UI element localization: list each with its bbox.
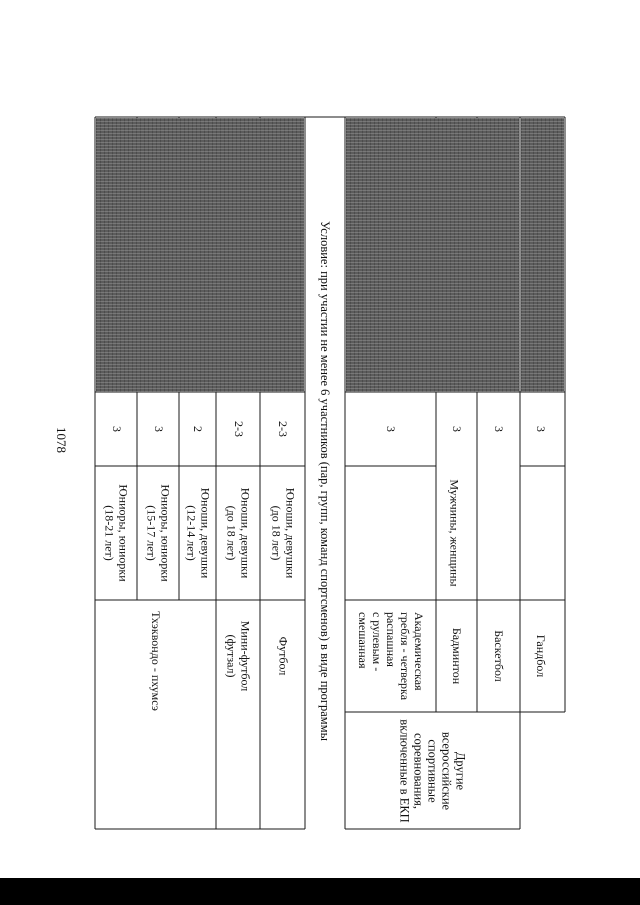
other-group: Мужчины, женщины: [448, 479, 462, 587]
rowing-sport: Академическая гребля - четверка распашная с рулевым - смешанная: [356, 611, 426, 701]
taekwondo-row-3-value: 2: [191, 426, 205, 432]
football-value: 2-3: [276, 421, 290, 437]
taekwondo-row-1-group: Юниоры, юниорки (18-21 лет): [102, 484, 131, 582]
basketball-sport: Баскетбол: [492, 630, 506, 682]
taekwondo-row-3-group: Юноши, девушки (12-14 лет): [184, 487, 213, 579]
taekwondo-row-2-value: 3: [151, 426, 166, 432]
taekwondo-row-2-group: Юниоры, юниорки (15-17 лет): [144, 484, 173, 582]
other-category: Другие всероссийские спортивные соревнования, включенные в ЕКП: [397, 718, 468, 823]
minifootball-group: Юноши, девушки (до 18 лет): [224, 487, 253, 579]
minifootball-sport: Мини-футбол (футзал): [224, 620, 253, 692]
handball-value: 3: [534, 426, 548, 432]
football-group: Юноши, девушки (до 18 лет): [269, 487, 298, 579]
page-number: 1078: [54, 427, 69, 453]
condition-text: Условие: при участии не менее 6 участников (пар, групп, команд спортсменов) в виде программы: [318, 220, 333, 742]
rowing-value: 3: [384, 426, 398, 432]
minifootball-value: 2-3: [231, 421, 246, 437]
handball-sport: Гандбол: [534, 634, 548, 678]
basketball-value: 3: [492, 426, 506, 432]
scan-border: [0, 878, 640, 905]
football-sport: Футбол: [275, 636, 290, 676]
taekwondo-row-1-value: 3: [109, 426, 124, 432]
shaded-cells-lower: [346, 118, 519, 392]
badminton-value: 3: [450, 426, 464, 432]
shaded-cells-upper: [96, 118, 304, 392]
taekwondo-sport: Тхэквондо - пхумсэ: [149, 611, 163, 711]
badminton-sport: Бадминтон: [450, 627, 464, 685]
shaded-cells-handball: [521, 118, 564, 392]
